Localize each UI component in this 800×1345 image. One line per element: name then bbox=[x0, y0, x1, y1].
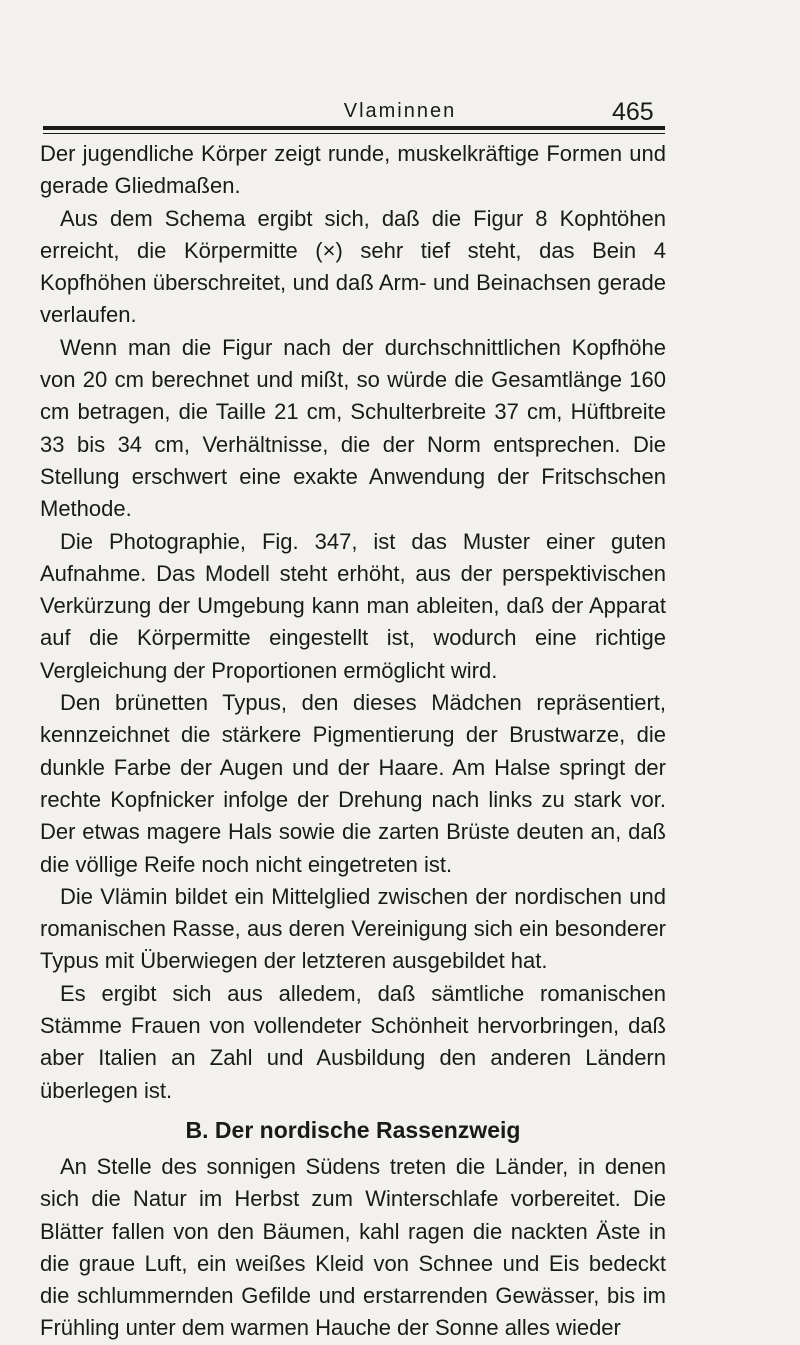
page-number: 465 bbox=[612, 98, 654, 126]
header-rule bbox=[43, 126, 665, 130]
body-text bbox=[40, 138, 666, 1345]
paragraph: Die Photographie, Fig. 347, ist das Muster einer guten Aufnahme. Das Modell steht erhöht, aus der perspektivischen Verkürzung der Umgebung kann man ableiten, daß der Apparat auf die Körpermitte eingestellt ist, wodurch eine richtige Vergleichung der Proportionen ermöglicht wird. bbox=[40, 528, 666, 683]
paragraph: Die Vlämin bildet ein Mittelglied zwischen der nordischen und romanischen Rasse, aus deren Vereinigung sich ein besonderer Typus mit Überwiegen der letzteren ausgebildet hat. bbox=[40, 883, 666, 974]
paragraph: Aus dem Schema ergibt sich, daß die Figur 8 Kophtöhen erreicht, die Körpermitte (×) sehr tief steht, das Bein 4 Kopfhöhen überschreitet, und daß Arm- und Beinachsen gerade verlaufen. bbox=[40, 205, 666, 328]
running-title: Vlaminnen bbox=[343, 100, 457, 122]
paragraph: An Stelle des sonnigen Südens treten die Länder, in denen sich die Natur im Herbst zum Winterschlafe vorbereitet. Die Blätter fallen von den Bäumen, kahl ragen die nackten Äste in die graue Luft, ein weißes Kleid von Schnee und Eis bedeckt die schlummernden Gefilde und erstarrenden Gewässer, bis im Frühling unter dem warmen Hauche der Sonne alles wieder bbox=[40, 1153, 666, 1341]
section-heading: B. Der nordische Rassenzweig bbox=[185, 1116, 521, 1143]
paragraph: Wenn man die Figur nach der durchschnittlichen Kopfhöhe von 20 cm berechnet und mißt, so würde die Gesamtlänge 160 cm betragen, die Taille 21 cm, Schulterbreite 37 cm, Hüftbreite 33 bis 34 cm, Verhältnisse, die der Norm entsprechen. Die Stellung erschwert eine exakte Anwendung der Fritschschen Methode. bbox=[40, 334, 666, 522]
paragraph: Den brünetten Typus, den dieses Mädchen repräsentiert, kennzeichnet die stärkere Pigmentierung der Brustwarze, die dunkle Farbe der Augen und der Haare. Am Halse springt der rechte Kopfnicker infolge der Drehung nach links zu stark vor. Der etwas magere Hals sowie die zarten Brüste deuten an, daß die völlige Reife noch nicht eingetreten ist. bbox=[40, 690, 666, 877]
paragraph: Der jugendliche Körper zeigt runde, muskelkräftige Formen und gerade Gliedmaßen. bbox=[40, 141, 666, 199]
paragraph: Es ergibt sich aus alledem, daß sämtliche romanischen Stämme Frauen von vollendeter Schönheit hervorbringen, daß aber Italien an Zahl und Ausbildung den anderen Ländern überlegen ist. bbox=[40, 980, 666, 1103]
